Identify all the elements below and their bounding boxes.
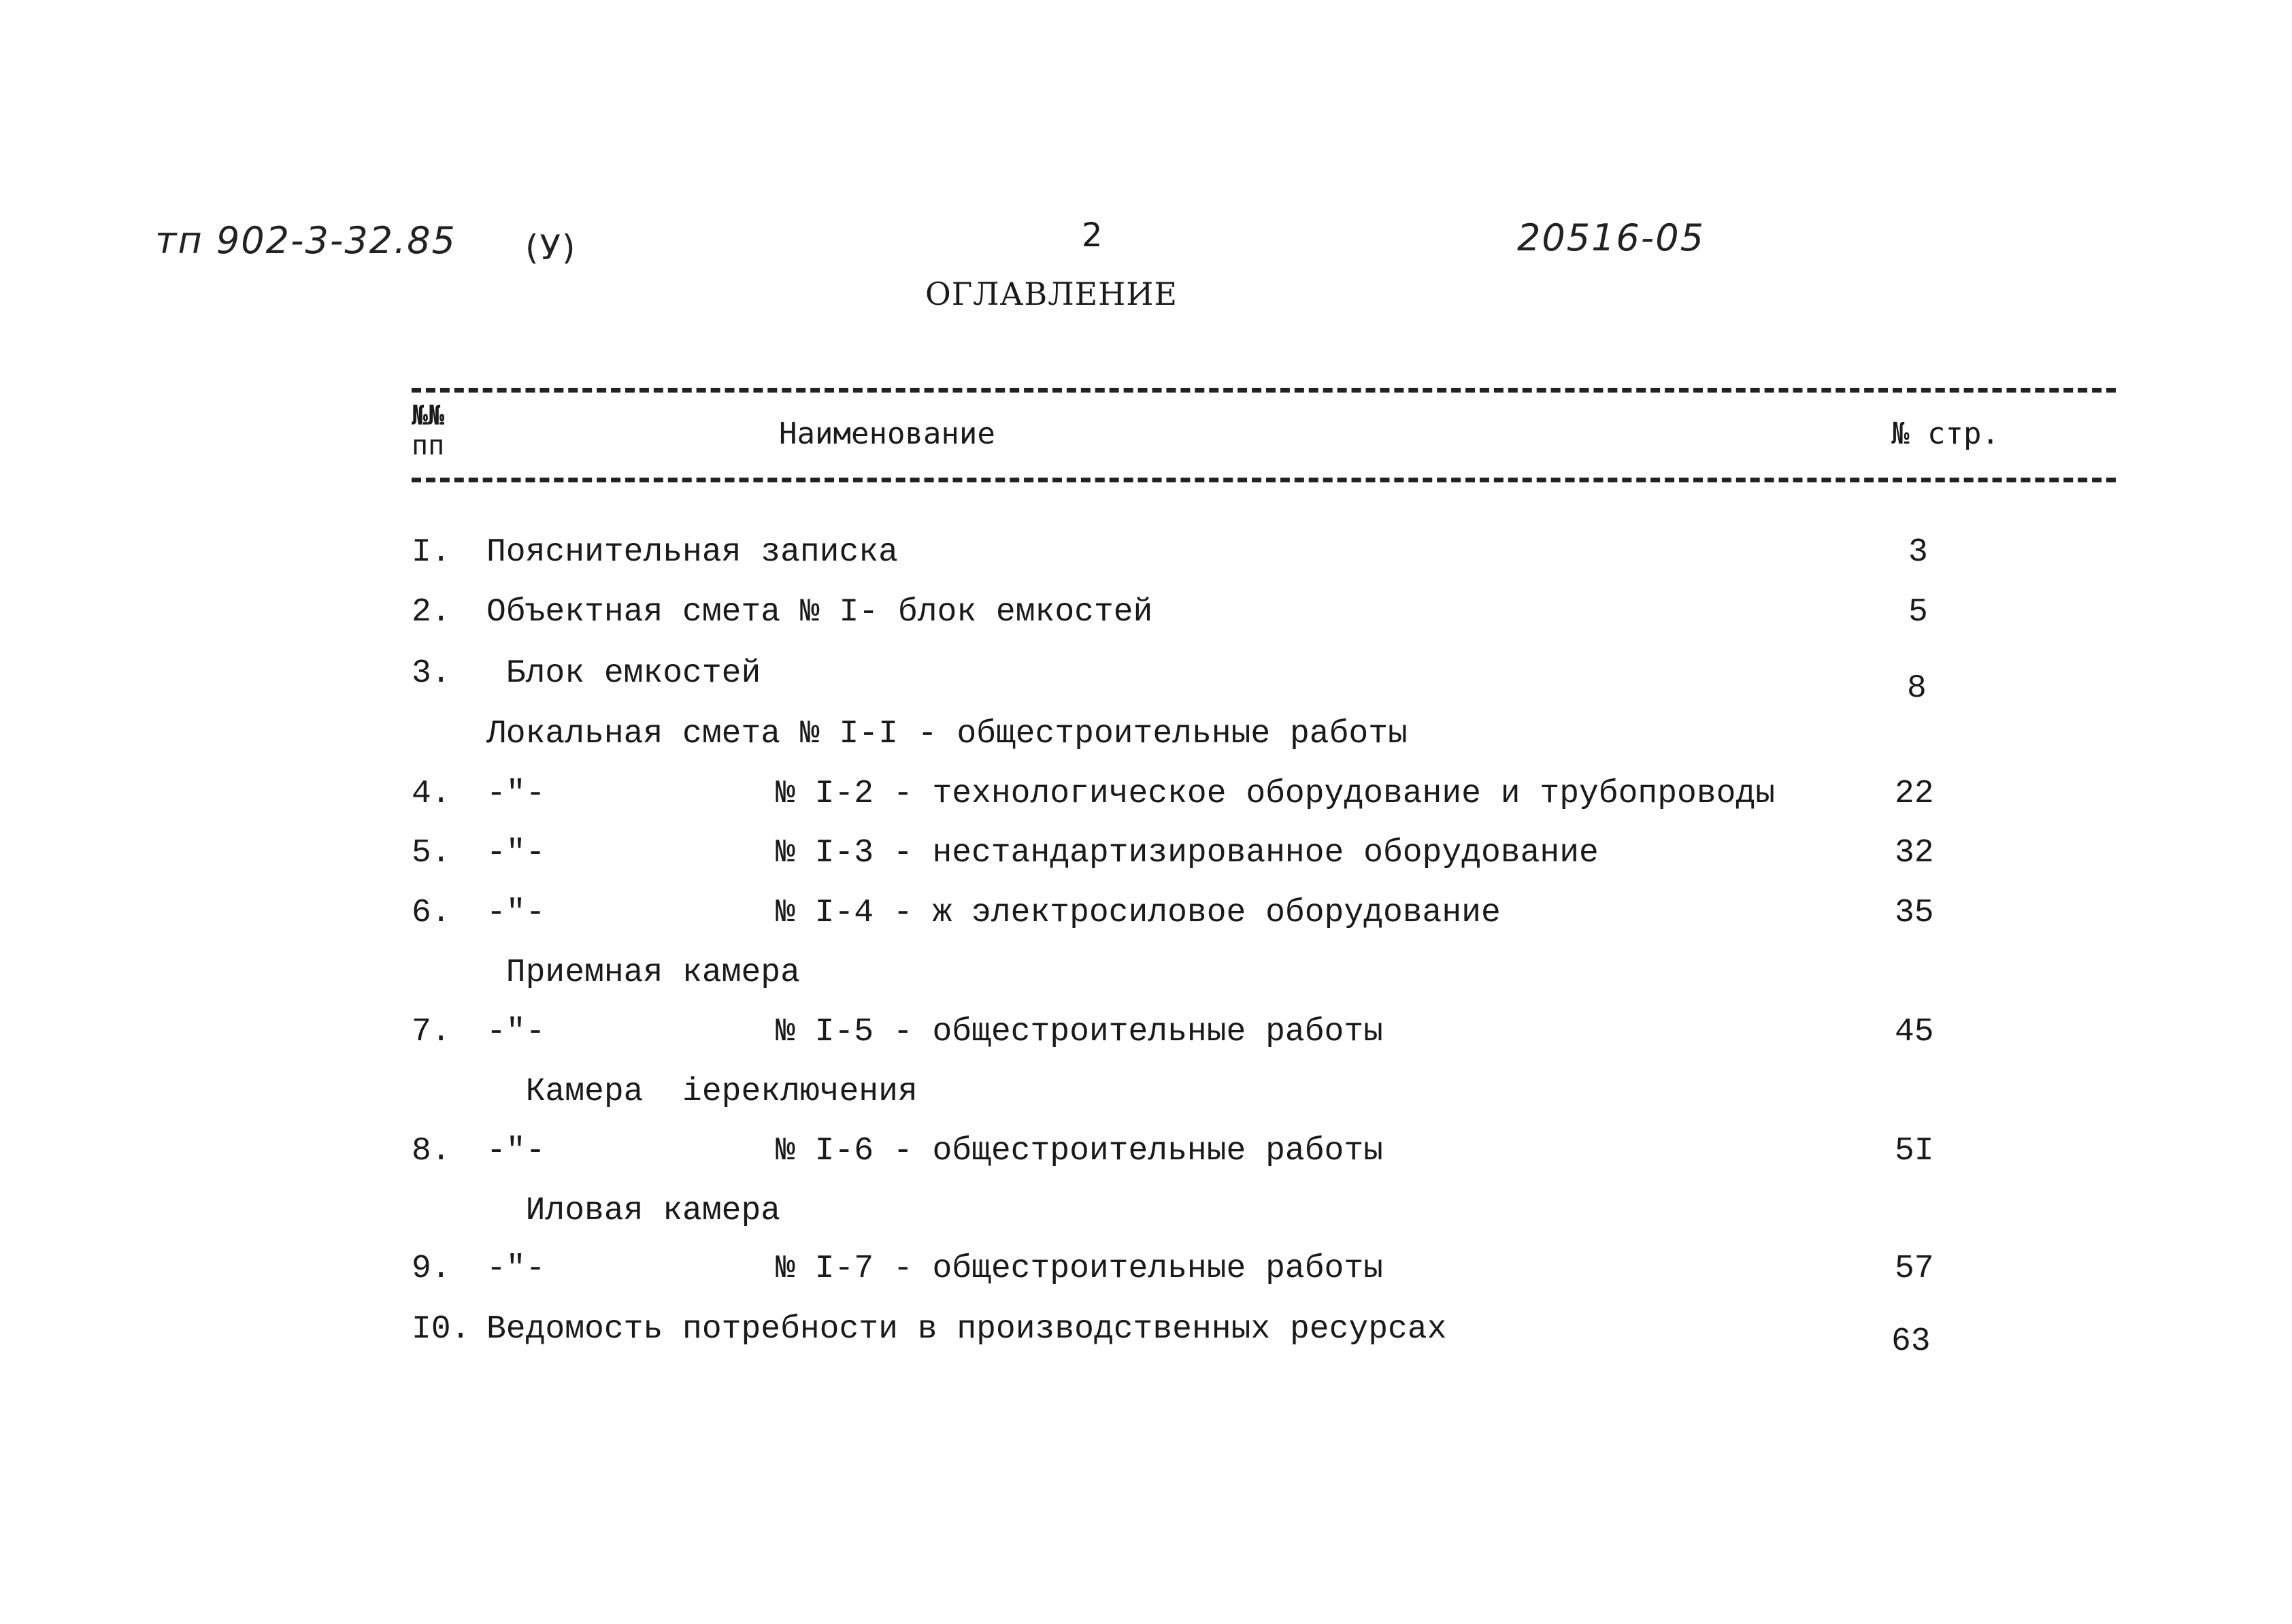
row-name: Камера іереключения — [486, 1074, 918, 1110]
row-page: 35 — [1895, 895, 1934, 931]
row-number: 9. — [412, 1250, 451, 1287]
row-page: 22 — [1895, 776, 1934, 812]
table-row — [412, 835, 2116, 876]
row-name: Объектная смета № I- блок емкостей — [486, 594, 1153, 631]
table-top-rule — [412, 388, 2116, 393]
row-name: № I-6 - общестроительные работы — [776, 1133, 1383, 1170]
row-page: 5I — [1895, 1133, 1934, 1170]
row-number: 6. — [412, 895, 451, 931]
row-ditto: -"- — [486, 1014, 546, 1050]
table-row — [412, 716, 2116, 757]
row-number: 4. — [412, 776, 451, 812]
row-name: Пояснительная записка — [486, 534, 898, 571]
table-row — [412, 1074, 2116, 1114]
row-name: Ведомость потребности в производственных ресурсах — [486, 1311, 1447, 1348]
table-row — [412, 594, 2116, 635]
page-number: 2 — [1082, 216, 1103, 254]
table-row — [412, 534, 2116, 575]
row-name: № I-2 - технологическое оборудование и трубопроводы — [776, 776, 1776, 812]
row-page: 3 — [1908, 534, 1928, 571]
doc-code: тп 902-3-32.85 — [155, 219, 456, 262]
row-name: № I-5 - общестроительные работы — [776, 1014, 1383, 1050]
row-name: Локальная смета № I-I - общестроительные работы — [486, 716, 1408, 752]
row-ditto: -"- — [486, 1250, 546, 1287]
doc-mark: (У) — [525, 228, 577, 267]
col-header-page: № стр. — [1891, 416, 1999, 451]
row-name: Приемная камера — [486, 955, 800, 991]
row-name: Иловая камера — [486, 1193, 781, 1229]
row-page: 57 — [1895, 1250, 1934, 1287]
table-row — [412, 955, 2116, 995]
table-row — [412, 1014, 2116, 1055]
col-header-num-line1: №№ — [412, 400, 445, 431]
table-row — [412, 1193, 2116, 1233]
table-row — [412, 1311, 2116, 1360]
row-page: 32 — [1895, 835, 1934, 872]
table-row — [412, 1133, 2116, 1174]
row-name: № I-4 - ж электросиловое оборудование — [776, 895, 1501, 931]
row-name: № I-7 - общестроительные работы — [776, 1250, 1383, 1287]
table-row — [412, 895, 2116, 935]
table-row — [412, 776, 2116, 816]
row-name: № I-3 - нестандартизированное оборудование — [776, 835, 1599, 872]
table-row — [412, 655, 2116, 707]
row-ditto: -"- — [486, 895, 546, 931]
row-ditto: -"- — [486, 776, 546, 812]
row-name: Блок емкостей — [486, 655, 761, 692]
row-number: 8. — [412, 1133, 451, 1170]
col-header-num-line2: пп — [412, 430, 445, 461]
row-number: 5. — [412, 835, 451, 872]
row-ditto: -"- — [486, 835, 546, 872]
row-number: 3. — [412, 655, 451, 692]
row-number: 7. — [412, 1014, 451, 1050]
table-row — [412, 1250, 2116, 1291]
row-page: 63 — [1891, 1323, 1931, 1360]
row-page: 45 — [1895, 1014, 1934, 1050]
row-number: I0. — [412, 1311, 471, 1348]
table-header-rule — [412, 478, 2116, 482]
col-header-name: Наименование — [779, 416, 995, 451]
row-page: 5 — [1908, 594, 1928, 631]
row-number: 2. — [412, 594, 451, 631]
page-title: ОГЛАВЛЕНИЕ — [925, 276, 1178, 312]
row-number: I. — [412, 534, 451, 571]
archive-number: 20516-05 — [1517, 216, 1705, 259]
row-ditto: -"- — [486, 1133, 546, 1170]
row-page: 8 — [1907, 670, 1927, 707]
